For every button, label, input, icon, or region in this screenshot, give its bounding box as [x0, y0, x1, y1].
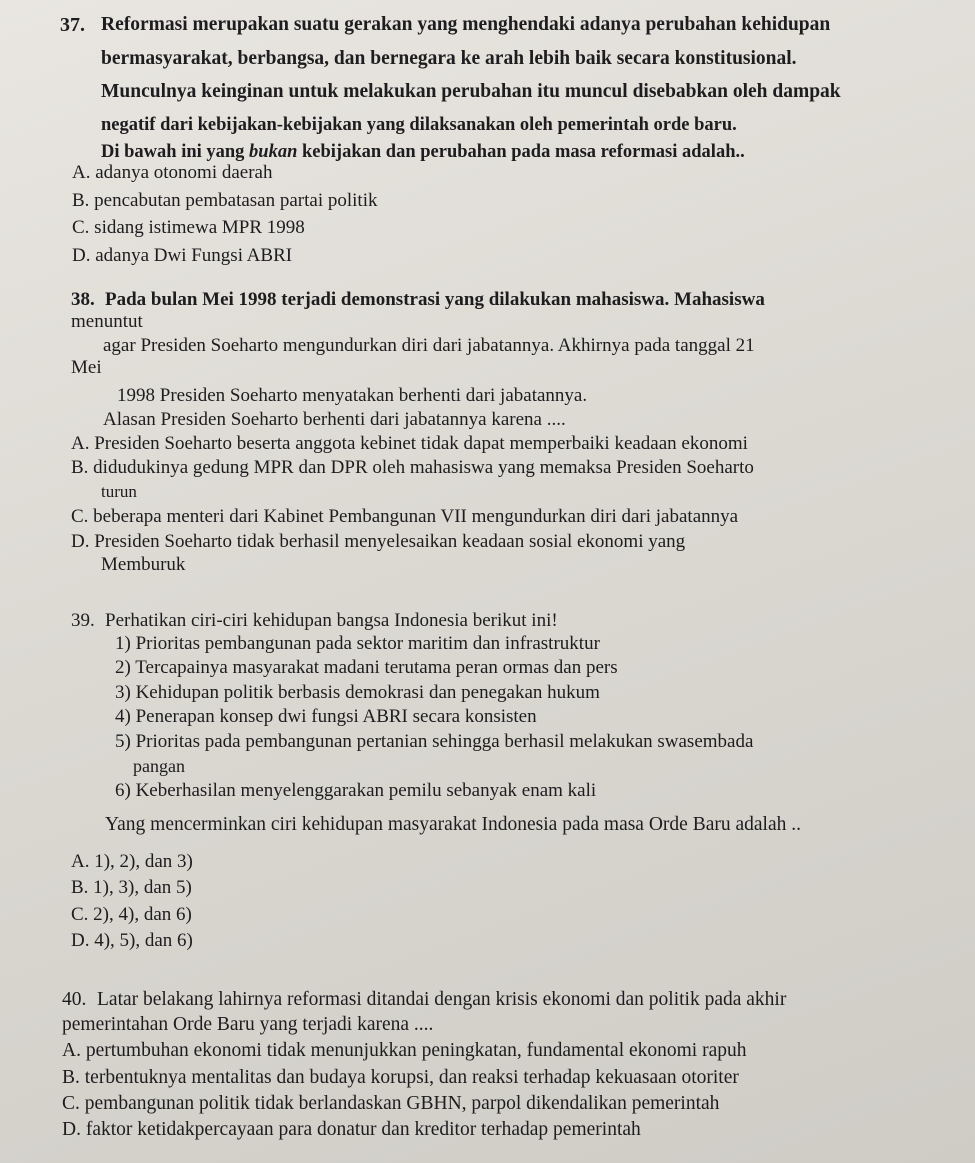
q40-option-a[interactable]: A. pertumbuhan ekonomi tidak menunjukkan peningkatan, fundamental ekonomi rapuh: [62, 1040, 747, 1061]
q38-number: 38.: [71, 289, 95, 310]
q39-item-3: 3) Kehidupan politik berbasis demokrasi dan penegakan hukum: [115, 682, 600, 703]
q40-text-line-2: pemerintahan Orde Baru yang terjadi karena ....: [62, 1014, 434, 1035]
q38-option-b-cont: turun: [101, 482, 137, 501]
q39-number: 39.: [71, 610, 95, 631]
q37-text-line-3: Munculnya keinginan untuk melakukan perubahan itu muncul disebabkan oleh dampak: [101, 81, 841, 102]
q40-option-b[interactable]: B. terbentuknya mentalitas dan budaya korupsi, dan reaksi terhadap kekuasaan otoriter: [62, 1067, 739, 1088]
q38-text-line-4: Mei: [71, 357, 102, 378]
q39-prompt: Yang mencerminkan ciri kehidupan masyarakat Indonesia pada masa Orde Baru adalah ..: [105, 814, 801, 835]
q37-option-c[interactable]: C. sidang istimewa MPR 1998: [72, 217, 305, 238]
q37-option-d[interactable]: D. adanya Dwi Fungsi ABRI: [72, 245, 293, 266]
q37-prompt-emphasis: bukan: [249, 142, 298, 162]
q38-option-d[interactable]: D. Presiden Soeharto tidak berhasil menyelesaikan keadaan sosial ekonomi yang: [71, 531, 686, 552]
q38-option-c[interactable]: C. beberapa menteri dari Kabinet Pembangunan VII mengundurkan diri dari jabatannya: [71, 506, 739, 527]
q38-option-a[interactable]: A. Presiden Soeharto beserta anggota kebinet tidak dapat memperbaiki keadaan ekonomi: [71, 433, 748, 454]
q37-option-b[interactable]: B. pencabutan pembatasan partai politik: [72, 190, 378, 211]
q40-option-d[interactable]: D. faktor ketidakpercayaan para donatur dan kreditor terhadap pemerintah: [62, 1119, 641, 1140]
q38-text-line-2: menuntut: [71, 311, 143, 332]
q39-item-2: 2) Tercapainya masyarakat madani terutama peran ormas dan pers: [115, 657, 618, 678]
q39-item-1: 1) Prioritas pembangunan pada sektor maritim dan infrastruktur: [115, 633, 600, 654]
q40-text-line-1: Latar belakang lahirnya reformasi ditandai dengan krisis ekonomi dan politik pada akhir: [97, 989, 787, 1010]
q40-number: 40.: [62, 989, 87, 1010]
q39-option-d[interactable]: D. 4), 5), dan 6): [71, 930, 193, 951]
q37-prompt-pre: Di bawah ini yang: [101, 142, 250, 162]
q38-text-line-6: Alasan Presiden Soeharto berhenti dari jabatannya karena ....: [103, 409, 566, 430]
q37-prompt-post: kebijakan dan perubahan pada masa reformasi adalah..: [297, 142, 745, 162]
q39-item-5-cont: pangan: [133, 756, 185, 776]
q37-option-a[interactable]: A. adanya otonomi daerah: [72, 162, 273, 183]
q38-option-b[interactable]: B. didudukinya gedung MPR dan DPR oleh mahasiswa yang memaksa Presiden Soeharto: [71, 457, 754, 478]
q40-option-c[interactable]: C. pembangunan politik tidak berlandaskan GBHN, parpol dikendalikan pemerintah: [62, 1093, 720, 1114]
q39-item-5: 5) Prioritas pada pembangunan pertanian sehingga berhasil melakukan swasembada: [115, 731, 754, 752]
q39-intro: Perhatikan ciri-ciri kehidupan bangsa Indonesia berikut ini!: [105, 610, 558, 631]
q39-option-b[interactable]: B. 1), 3), dan 5): [71, 877, 192, 898]
q37-text-line-1: Reformasi merupakan suatu gerakan yang menghendaki adanya perubahan kehidupan: [101, 14, 831, 35]
q37-text-line-2: bermasyarakat, berbangsa, dan bernegara ke arah lebih baik secara konstitusional.: [101, 48, 797, 69]
q39-option-a[interactable]: A. 1), 2), dan 3): [71, 851, 193, 872]
q38-option-d-cont: Memburuk: [101, 554, 186, 575]
q39-item-6: 6) Keberhasilan menyelenggarakan pemilu sebanyak enam kali: [115, 780, 597, 801]
q38-text-line-5: 1998 Presiden Soeharto menyatakan berhenti dari jabatannya.: [117, 385, 588, 406]
q39-item-4: 4) Penerapan konsep dwi fungsi ABRI secara konsisten: [115, 706, 537, 727]
q39-option-c[interactable]: C. 2), 4), dan 6): [71, 904, 192, 925]
q37-text-line-4: negatif dari kebijakan-kebijakan yang dilaksanakan oleh pemerintah orde baru.: [101, 115, 737, 135]
q37-number: 37.: [60, 14, 85, 36]
q38-text-line-3: agar Presiden Soeharto mengundurkan diri dari jabatannya. Akhirnya pada tanggal 21: [103, 335, 755, 356]
q38-text-line-1: Pada bulan Mei 1998 terjadi demonstrasi yang dilakukan mahasiswa. Mahasiswa: [105, 289, 765, 310]
